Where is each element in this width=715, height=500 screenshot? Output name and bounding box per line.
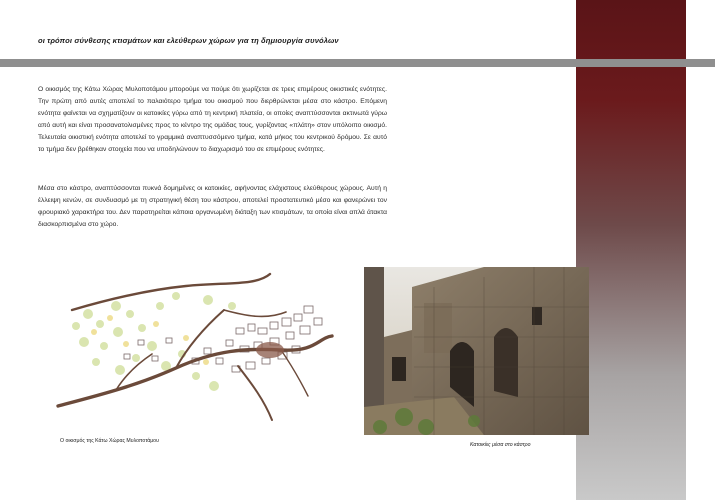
map-caption: Ο οικισμός της Κάτω Χώρας Μυλοποτάμου (60, 438, 159, 444)
vegetation-yellow (91, 315, 209, 365)
photo-caption: Κατοικίες μέσα στο κάστρο (470, 442, 531, 448)
castle-houses-photo-image (364, 267, 589, 435)
body-paragraph-2: Μέσα στο κάστρο, αναπτύσσονται πυκνά δομημένες οι κατοικίες, αφήνοντας ελάχιστους ελεύθερους χώρους. Αυτή η έλλειψη κενών, σε συνδυασμό με τη στρατηγική θέση του κάστρου, αποτελεί προστατευτικό μέσο και φανερώνει τον φρουριακό χαρακτήρα του. Δεν παρατηρείται κάποια οργανωμένη διάταξη των κτισμάτων, τα οποία είναι απλά άτακτα διασκορπισμένα στο χώρο. (38, 185, 387, 228)
building-footprints (124, 306, 322, 372)
central-plaza (256, 342, 284, 358)
road-network (58, 274, 332, 420)
castle-houses-photo (364, 267, 589, 435)
decorative-sidebar (576, 0, 686, 500)
header-divider-band (0, 59, 715, 67)
settlement-map-figure (56, 266, 334, 426)
body-paragraph-1: Ο οικισμός της Κάτω Χώρας Μυλοποτάμου μπορούμε να πούμε ότι χωρίζεται σε τρεις επιμέρους οικιστικές ενότητες. Την πρώτη από αυτές αποτελεί το παλαιότερο τμήμα του οικισμού που διερθρώνεται μέσα στο κάστρο. Επόμενη ενότητα φαίνεται να σχηματίζουν οι κατοικίες γύρω από τη κεντρική πλατεία, οι οποίες αναπτύσσονται ακτινωτά γύρω από αυτή και είναι προσανατολισμένες προς το κέντρο της ομάδας τους, γυρίζοντας «πλάτη» στον υπόλοιπο οικισμό. Τελευταία οικιστική ενότητα αποτελεί το γραμμικά αναπτυσσόμενο τμήμα, κατά μήκος του κεντρικού δρόμου. Σε αυτό το τμήμα δεν βρέθηκαν στοιχεία που να υποδηλώνουν το διαχωρισμό του σε επιμέρους ενότητες. (38, 86, 387, 153)
page-title: οι τρόποι σύνθεσης κτισμάτων και ελεύθερων χώρων για τη δημιουργία συνόλων (38, 36, 339, 45)
settlement-map-drawing (56, 266, 334, 426)
